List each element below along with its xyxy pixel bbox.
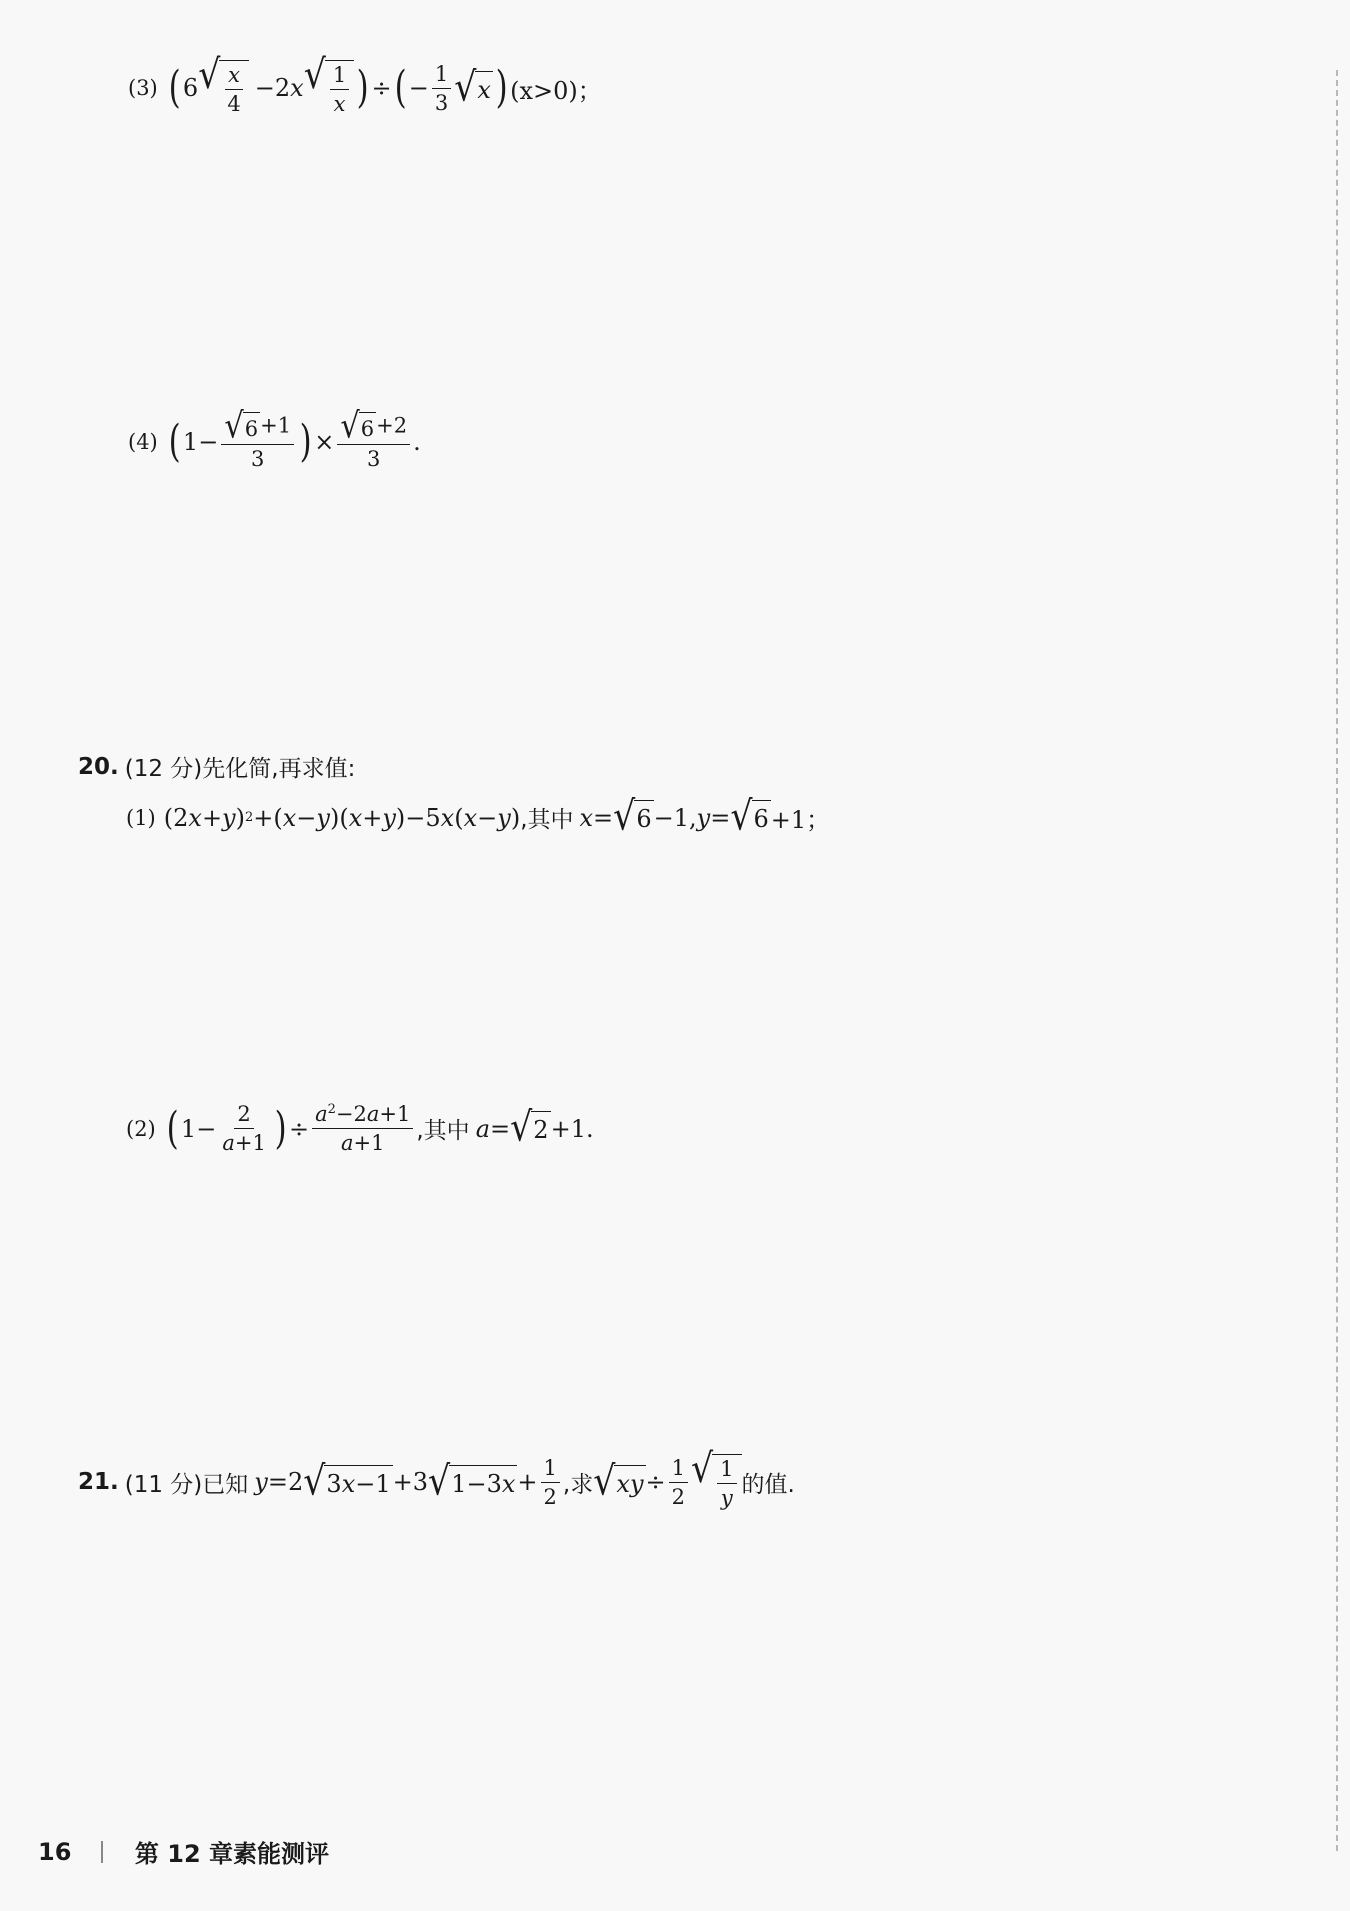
chapter-title: 第 12 章素能测评 <box>134 1840 330 1868</box>
condition: (x>0)； <box>510 76 602 105</box>
question-number: 21. <box>78 1469 119 1496</box>
where-text: ,其中 <box>416 1118 470 1145</box>
where-text: ,其中 <box>520 807 574 833</box>
question-20-part-1: (1) (2 x + y ) 2 +( x − y )( x + y )−5 x ( x − y ) ,其中 x = √ 6 −1, y = √ 6 +1； <box>126 794 831 841</box>
page-edge-dashes <box>1336 70 1338 1851</box>
question-text: (12 分)先化简,再求值: <box>124 756 356 782</box>
part-label: (4) <box>128 429 158 454</box>
tail-text: 的值. <box>741 1471 795 1498</box>
question-20-header <box>78 750 355 783</box>
part-label: (2) <box>126 1116 156 1141</box>
question-number: 20. <box>78 753 119 780</box>
question-21: 21. (11 分)已知 y =2 √ 3 x −1 +3 √ 1−3 x + $\frac{1}{2}$ ,求 √ xy ÷ $\frac{1}{2}$ √ $\frac{1}{y}$ 的值. <box>78 1446 795 1511</box>
part-label: (3) <box>128 76 158 101</box>
ask-text: ,求 <box>562 1471 594 1498</box>
part-label: (1) <box>126 805 156 830</box>
problem-19-4: (4) ( 1− √ 6 +1 3 ) × √ 6 +2 3 . <box>128 406 421 472</box>
page-footer <box>38 1834 329 1869</box>
page-number: 16 <box>38 1837 72 1866</box>
question-20-part-2: (2) ( 1− $\frac{2}{a+1}$ ) ÷ $\frac{a^2-2a+1}{a+1}$ ,其中 a = √ 2 +1. <box>126 1102 594 1156</box>
problem-19-3: (3) ( 6 √ $\frac{x}{4}$ −2 x √ $\frac{1}{x}$ ) ÷ ( − $\frac{1}{3}$ √ x ) (x>0)； <box>128 52 602 117</box>
question-text: (11 分)已知 <box>124 1471 249 1498</box>
footer-divider <box>101 1841 103 1863</box>
